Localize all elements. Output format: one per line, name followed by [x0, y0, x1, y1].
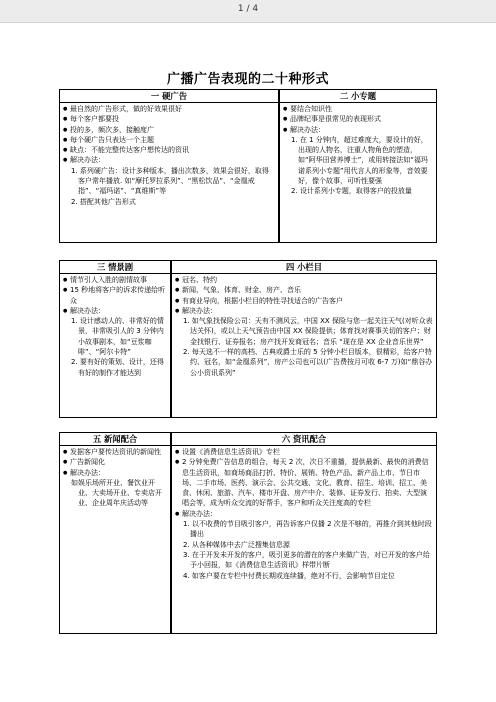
- list-item: 2. 搭配其他广告形式: [71, 197, 136, 206]
- section-heading: 五 新闻配合: [60, 433, 170, 446]
- list-item: 2. 要有好的策划、设计，还得有好的制作才能达到: [71, 358, 164, 377]
- list-item: ● 解决办法：: [283, 125, 433, 135]
- section-content: [172, 446, 436, 581]
- section-heading: 四 小栏目: [172, 261, 436, 274]
- section-scenario-drama: [59, 260, 171, 418]
- list-item: 2. 从各种媒体中去广泛搜集信息源: [183, 540, 290, 549]
- list-item: ● 设置《消费信息生活资讯》专栏: [175, 447, 433, 457]
- list-item: ● 新闻、气象、体育、财金、房产、音乐: [175, 285, 433, 295]
- list-item: 1. 如气象找保险公司：天有不测风云，中国 XX 保险与您一起关注天气(对听众表达关怀)，或以上天气预告由中国 XX 保险提供；体育找对赛事关切的客户；财金找银行、证券报名；房产找开发商冠名；音乐 “现在是 XX 企业音乐世界”: [183, 317, 433, 346]
- section-hard-ad: [59, 89, 279, 243]
- section-heading: 三 情景剧: [60, 261, 170, 274]
- section-mini-column: [171, 260, 437, 418]
- pdf-toolbar: [0, 0, 496, 23]
- list-item: ● 解决办法：: [175, 509, 433, 519]
- page-number: 1 / 4: [237, 4, 259, 14]
- list-item: ● 广告新闻化: [63, 457, 167, 467]
- list-item: 2. 每天选不一样的高档、古典或爵士乐的 5 分钟小栏目版本，很精彩，给客户特约、冠名，如“金凰系列”，房产公司也可以(广告费按月可收 6-7 万)如“鼎谷办公小资讯系列”: [183, 348, 433, 377]
- section-heading: 一 硬广告: [60, 90, 278, 103]
- list-item: ● 15 秒地将客户的诉求传递给听众: [63, 285, 167, 306]
- page-title: 广播广告表现的二十种形式: [166, 72, 329, 87]
- list-item: 3. 在于开发未开发的客户，吸引更多的潜在的客户来做广告，对已开发的客户给予小回报，如《消费信息生活资讯》样带片断: [183, 550, 430, 570]
- list-item: 1. 以不收费的节目吸引客户，再告诉客户仅播 2 次是不够的，再推介到其他时段播出: [183, 520, 432, 539]
- section-heading: 二 小专题: [280, 90, 436, 103]
- list-item: ● 情节引人入胜的剧情故事: [63, 275, 167, 285]
- list-item: ● 发据客户要传达资讯的新闻性: [63, 447, 167, 457]
- list-item: 1. 在 1 分钟内，超过难度大，要设计的好，出现的人物名，注重人物角色的塑造，如“阿华田营养博士”，或用转接法如“福玛诺系列小专题”用代言人的形象等，音效要好，像个故事，可听性要强: [291, 135, 428, 186]
- list-item: ● 要结合知识性: [283, 104, 433, 114]
- list-item: ● 解决办法：: [63, 468, 167, 478]
- list-item: ● 冠名、特约: [175, 275, 433, 285]
- list-item: ● 解决办法：: [175, 306, 433, 316]
- section-heading: 六 资讯配合: [172, 433, 436, 446]
- list-item: ● 有商业导向，根据小栏目的特性寻找适合的广告客户: [175, 296, 433, 306]
- list-item: 2. 设计系列小专题，取得客户的投放量: [291, 187, 412, 196]
- list-item: 1. 设计感动人的、非常好的情景，非常吸引人的 3 分钟内小故事剧本，如“豆浆咖啡”、“阿尔卡特”: [71, 317, 164, 357]
- section-content: [60, 274, 170, 378]
- list-item: ● 投的多，频次多，接触度广: [63, 125, 275, 135]
- list-item: ● 品牌纪事是很常见的表现形式: [283, 114, 433, 124]
- section-content: [172, 274, 436, 378]
- list-item: ● 最自然的广告形式，做的好效果很好: [63, 104, 275, 114]
- list-item: 1. 系列硬广告：设计多种版本，播出次数多，效果会很好，取得客户常年播放. 如“摩托罗拉系列”、“黑松饮品”、“金凰戒指”、“福玛诺”、“真维斯”等: [71, 166, 269, 196]
- list-item: ● 每个客户都要投: [63, 114, 275, 124]
- list-item: 如娱乐场所开业、餐饮业开业、大卖场开业、专卖店开业、企业周年庆活动等: [71, 478, 162, 508]
- list-item: ● 2 分钟免费广告信息的组合，每天 2 次，次日不重播，提供最新、最快的消费信息生活资讯，如商场商品打折、特价、展销、特色产品、新产品上市、节日市场、二手市场、医药、演示会、公共交通、文化、教育、招生、培训、招工、美食、休闲、旅游、汽车、楼市开盘、房产中介、装修、证券发行、拍卖、大型演唱会等，成为听众交流的好帮手，客户和听众关注度高的专栏: [175, 457, 433, 508]
- section-content: [60, 103, 278, 207]
- section-mini-feature: [279, 89, 437, 243]
- list-item: ● 每个硬广告只表达一个主题: [63, 135, 275, 145]
- section-info-tie-in: [171, 432, 437, 634]
- section-news-tie-in: [59, 432, 171, 634]
- list-item: ● 解决办法：: [63, 155, 275, 165]
- section-content: [280, 103, 436, 197]
- list-item: 4. 如客户要在专栏中付费长期或连续播，绝对不行，会影响节目定位: [183, 571, 395, 580]
- list-item: ● 缺点：不能完整传达客户想传达的资讯: [63, 145, 275, 155]
- section-content: [60, 446, 170, 509]
- list-item: ● 解决办法：: [63, 306, 167, 316]
